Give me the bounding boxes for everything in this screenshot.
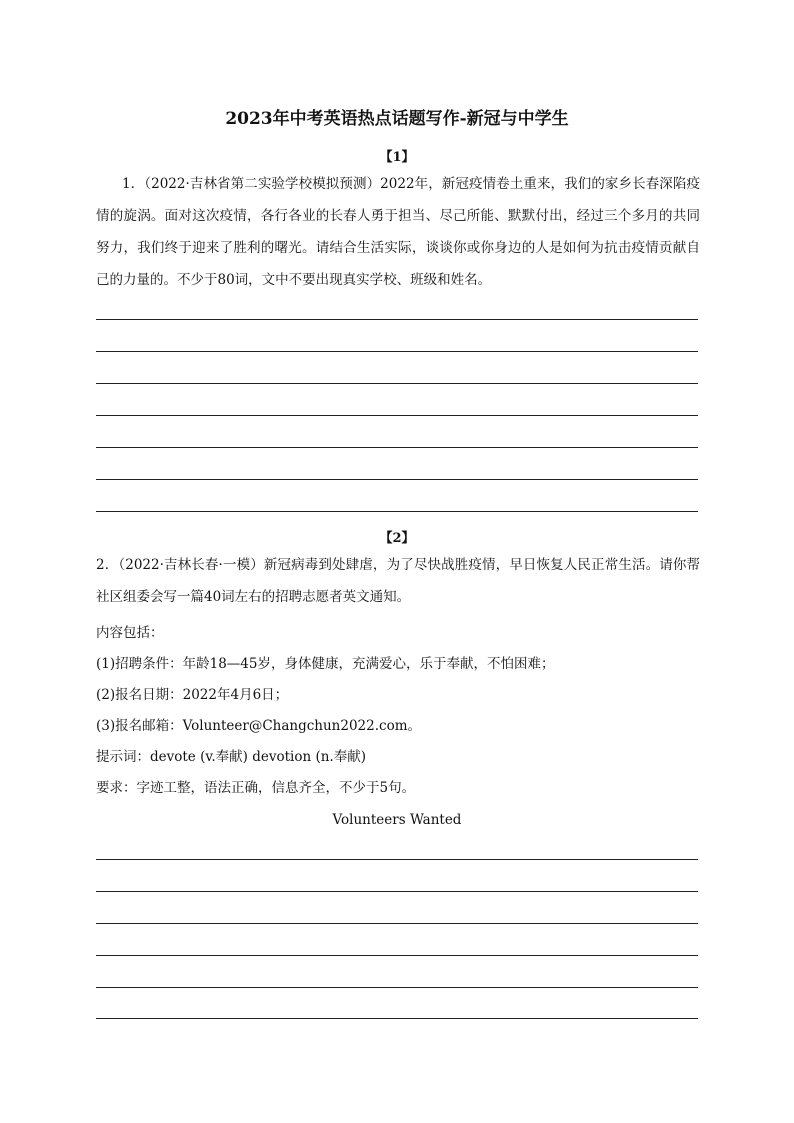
answer-line[interactable] (96, 1018, 698, 1019)
answer-line[interactable] (96, 351, 698, 352)
content-label: 内容包括： (96, 625, 164, 641)
page-title: 2023年中考英语热点话题写作-新冠与中学生 (225, 109, 569, 129)
requirement-item-3: (3)报名邮箱：Volunteer@Changchun2022.com。 (96, 718, 422, 734)
answer-line[interactable] (96, 511, 698, 512)
question-2-marker: 【2】 (379, 531, 415, 546)
hint-words: 提示词：devote (v.奉献) devotion (n.奉献) (96, 749, 366, 765)
answer-line[interactable] (96, 891, 698, 892)
answer-line[interactable] (96, 319, 698, 320)
requirement-item-2: (2)报名日期：2022年4月6日； (96, 687, 289, 703)
requirement-item-1: (1)招聘条件：年龄18—45岁，身体健康，充满爱心，乐于奉献，不怕困难； (96, 656, 555, 672)
writing-requirements: 要求：字迹工整，语法正确，信息齐全，不少于5句。 (96, 780, 416, 796)
question-2-prompt: 2．（2022·吉林长春·一模）新冠病毒到处肆虐，为了尽快战胜疫情，早日恢复人民正常生活。请你帮社区组委会写一篇40词左右的招聘志愿者英文通知。 (96, 557, 700, 605)
answer-line[interactable] (96, 447, 698, 448)
answer-line[interactable] (96, 987, 698, 988)
answer-line[interactable] (96, 859, 698, 860)
notice-heading: Volunteers Wanted (332, 812, 462, 828)
answer-line[interactable] (96, 415, 698, 416)
answer-line[interactable] (96, 923, 698, 924)
answer-line[interactable] (96, 383, 698, 384)
answer-line[interactable] (96, 479, 698, 480)
question-1-marker: 【1】 (379, 150, 415, 165)
answer-line[interactable] (96, 955, 698, 956)
question-1-prompt: 1．（2022·吉林省第二实验学校模拟预测）2022年，新冠疫情卷土重来，我们的家乡长春深陷疫情的旋涡。面对这次疫情，各行各业的长春人勇于担当、尽己所能、默默付出，经过三个多月的共同努力，我们终于迎来了胜利的曙光。请结合生活实际，谈谈你或你身边的人是如何为抗击疫情贡献自己的力量的。不少于80词，文中不要出现真实学校、班级和姓名。 (96, 176, 700, 288)
